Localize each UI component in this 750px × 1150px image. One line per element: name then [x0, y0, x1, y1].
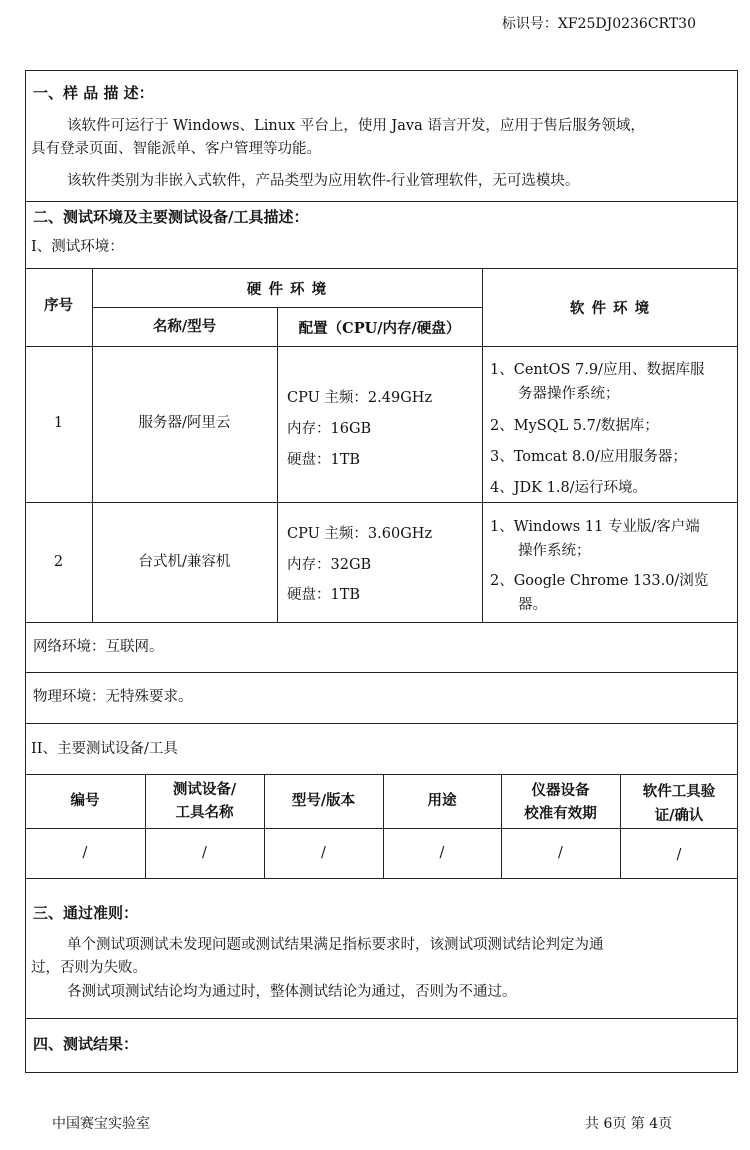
tools-cell: /	[676, 847, 682, 863]
env-table-subheader-line	[92, 307, 482, 308]
section2-title: 二、测试环境及主要测试设备/工具描述：	[33, 208, 309, 226]
tools-table-bottom	[25, 878, 738, 879]
tools-table-top	[25, 774, 738, 775]
env-table-bottom	[25, 622, 738, 623]
section3-para1-line1: 单个测试项测试未发现问题或测试结果满足指标要求时，该测试项测试结论判定为通	[67, 937, 604, 953]
env-table-row-divider	[25, 502, 738, 503]
section2-sub1: I、测试环境：	[31, 239, 124, 255]
env-row1-sw3: 3、Tomcat 8.0/应用服务器；	[490, 449, 687, 465]
env-table-header-bottom	[25, 346, 738, 347]
section1-para2: 该软件类别为非嵌入式软件，产品类型为应用软件-行业管理软件，无可选模块。	[67, 173, 580, 189]
footer-organization: 中国赛宝实验室	[52, 1116, 150, 1132]
network-env: 网络环境：互联网。	[33, 639, 164, 655]
env-row1-mem: 内存：16GB	[287, 421, 372, 437]
tools-cell: /	[558, 845, 563, 861]
env-header-config: 配置（CPU/内存/硬盘）	[298, 320, 461, 337]
tools-cell: /	[202, 845, 207, 861]
env-col-line	[277, 307, 278, 622]
env-row2-seq: 2	[53, 554, 64, 570]
section1-title: 一、样 品 描 述：	[33, 84, 154, 102]
env-row1-sw1: 1、CentOS 7.9/应用、数据库服	[490, 362, 705, 378]
section3-para2: 各测试项测试结论均为通过时，整体测试结论为通过，否则为不通过。	[67, 984, 517, 1000]
tools-cell: /	[321, 845, 326, 861]
env-row1-cpu: CPU 主频：2.49GHz	[287, 390, 433, 406]
tools-header-purpose: 用途	[427, 792, 457, 809]
env-row1-sw2: 2、MySQL 5.7/数据库；	[490, 418, 659, 434]
section3-para1-line2: 过，否则为失败。	[31, 960, 147, 976]
section1-para1-line1: 该软件可运行于 Windows、Linux 平台上，使用 Java 语言开发，应用于售后服务领域，	[67, 118, 645, 134]
env-row1-sw4: 4、JDK 1.8/运行环境。	[490, 480, 648, 496]
footer-page-number: 共 6页 第 4页	[585, 1116, 673, 1132]
env-row1-disk: 硬盘：1TB	[287, 452, 361, 468]
env-col-line	[482, 268, 483, 622]
physical-env: 物理环境：无特殊要求。	[33, 689, 193, 705]
env-row2-name: 台式机/兼容机	[138, 554, 231, 570]
env-row2-disk: 硬盘：1TB	[287, 587, 361, 603]
section4-title: 四、测试结果：	[33, 1035, 139, 1053]
tools-cell: /	[439, 845, 445, 861]
tools-header-calibration-1: 仪器设备	[531, 782, 590, 799]
document-id: 标识号：XF25DJ0236CRT30	[501, 16, 696, 32]
env-row2-sw2-cont: 器。	[518, 597, 547, 613]
env-header-seq: 序号	[44, 297, 73, 314]
tools-header-validation-2: 证/确认	[654, 807, 704, 824]
env-row2-sw2: 2、Google Chrome 133.0/浏览	[490, 573, 709, 589]
env-row1-name: 服务器/阿里云	[138, 415, 231, 431]
tools-header-device-1: 测试设备/	[172, 781, 237, 798]
tools-table-header-bottom	[25, 828, 738, 829]
env-row1-seq: 1	[53, 415, 64, 431]
env-header-software: 软 件 环 境	[569, 300, 651, 317]
env-table-top	[25, 268, 738, 269]
env-header-hardware: 硬 件 环 境	[246, 281, 328, 298]
tools-header-device-2: 工具名称	[175, 804, 234, 821]
divider	[25, 1018, 738, 1019]
env-row1-sw1-cont: 务器操作系统；	[518, 386, 620, 402]
env-header-name: 名称/型号	[152, 318, 217, 335]
divider	[25, 672, 738, 673]
tools-header-validation-1: 软件工具验	[642, 783, 716, 800]
tools-cell: /	[82, 845, 88, 861]
divider	[25, 201, 738, 202]
env-row2-sw1: 1、Windows 11 专业版/客户端	[490, 519, 700, 535]
tools-header-model: 型号/版本	[291, 792, 356, 809]
env-row2-sw1-cont: 操作系统；	[518, 543, 591, 559]
section3-title: 三、通过准则：	[33, 904, 139, 922]
env-row2-cpu: CPU 主频：3.60GHz	[287, 526, 433, 542]
divider	[25, 723, 738, 724]
section1-para1-line2: 具有登录页面、智能派单、客户管理等功能。	[31, 141, 321, 157]
tools-header-number: 编号	[70, 792, 100, 809]
tools-header-calibration-2: 校准有效期	[524, 805, 597, 822]
section2-sub2: II、主要测试设备/工具	[31, 741, 178, 757]
env-row2-mem: 内存：32GB	[287, 557, 372, 573]
